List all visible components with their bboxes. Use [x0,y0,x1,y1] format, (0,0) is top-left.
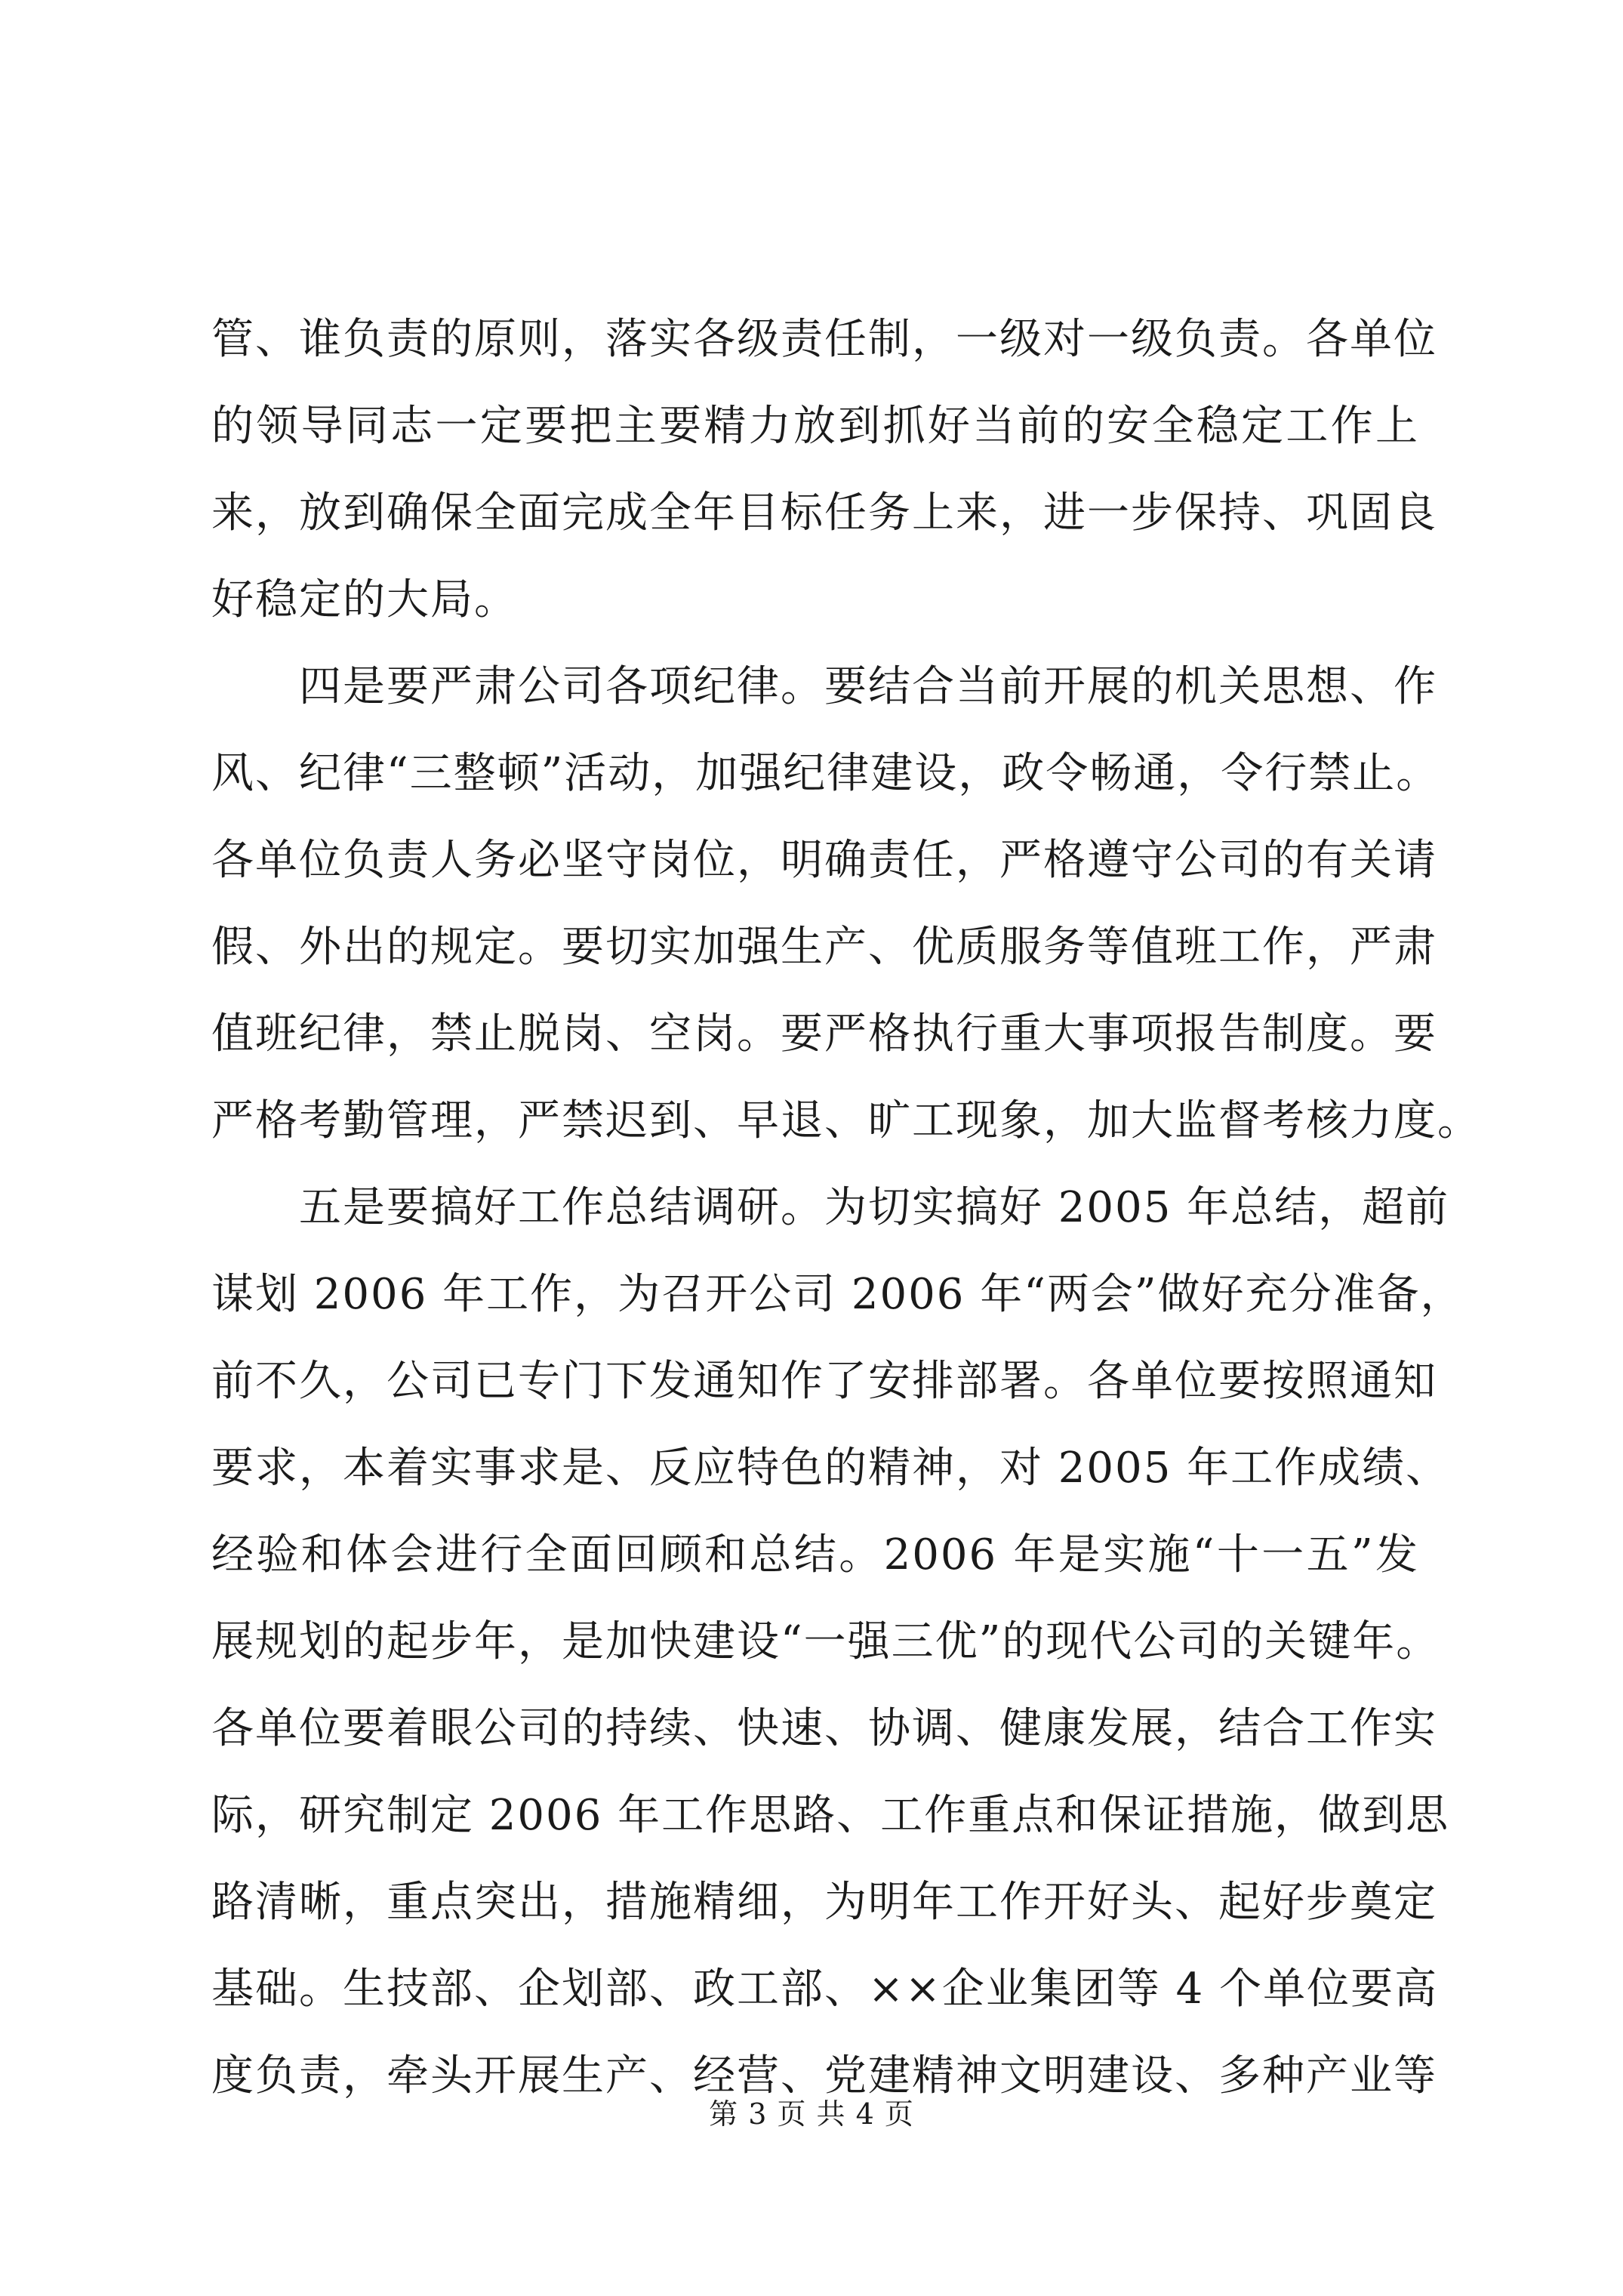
text-line: 际，研究制定 2006 年工作思路、工作重点和保证措施，做到思 [211,1791,1450,1840]
text-line: 来，放到确保全面完成全年目标任务上来，进一步保持、巩固良 [211,488,1437,538]
text-line: 四是要严肃公司各项纪律。要结合当前开展的机关思想、作 [211,662,1437,711]
text-line: 各单位要着眼公司的持续、快速、协调、健康发展，结合工作实 [211,1704,1437,1753]
text-line: 管、谁负责的原则，落实各级责任制，一级对一级负责。各单位 [211,315,1437,364]
text-line: 谋划 2006 年工作，为召开公司 2006 年“两会”做好充分准备， [211,1270,1464,1319]
text-line: 经验和体会进行全面回顾和总结。2006 年是实施“十一五”发 [211,1530,1419,1579]
text-line: 假、外出的规定。要切实加强生产、优质服务等值班工作，严肃 [211,923,1437,972]
document-body [211,296,1481,2119]
text-line: 度负责，牵头开展生产、经营、党建精神文明建设、多种产业等 [211,2051,1437,2100]
text-line: 前不久，公司已专门下发通知作了安排部署。各单位要按照通知 [211,1357,1437,1406]
text-line: 的领导同志一定要把主要精力放到抓好当前的安全稳定工作上 [211,402,1419,451]
text-line: 基础。生技部、企划部、政工部、××企业集团等 4 个单位要高 [211,1965,1439,2014]
text-line: 路清晰，重点突出，措施精细，为明年工作开好头、起好步奠定 [211,1878,1437,1927]
text-line: 严格考勤管理，严禁迟到、早退、旷工现象，加大监督考核力度。 [211,1096,1481,1145]
text-line: 展规划的起步年，是加快建设“一强三优”的现代公司的关键年。 [211,1617,1440,1666]
text-line: 要求，本着实事求是、反应特色的精神，对 2005 年工作成绩、 [211,1444,1450,1493]
text-line: 各单位负责人务必坚守岗位，明确责任，严格遵守公司的有关请 [211,836,1437,885]
page-footer: 第 3 页 共 4 页 [709,2097,914,2131]
text-line: 五是要搞好工作总结调研。为切实搞好 2005 年总结，超前 [211,1183,1450,1232]
text-line: 风、纪律“三整顿”活动，加强纪律建设，政令畅通，令行禁止。 [211,749,1440,798]
text-line: 好稳定的大局。 [211,575,518,624]
text-line: 值班纪律，禁止脱岗、空岗。要严格执行重大事项报告制度。要 [211,1009,1437,1059]
